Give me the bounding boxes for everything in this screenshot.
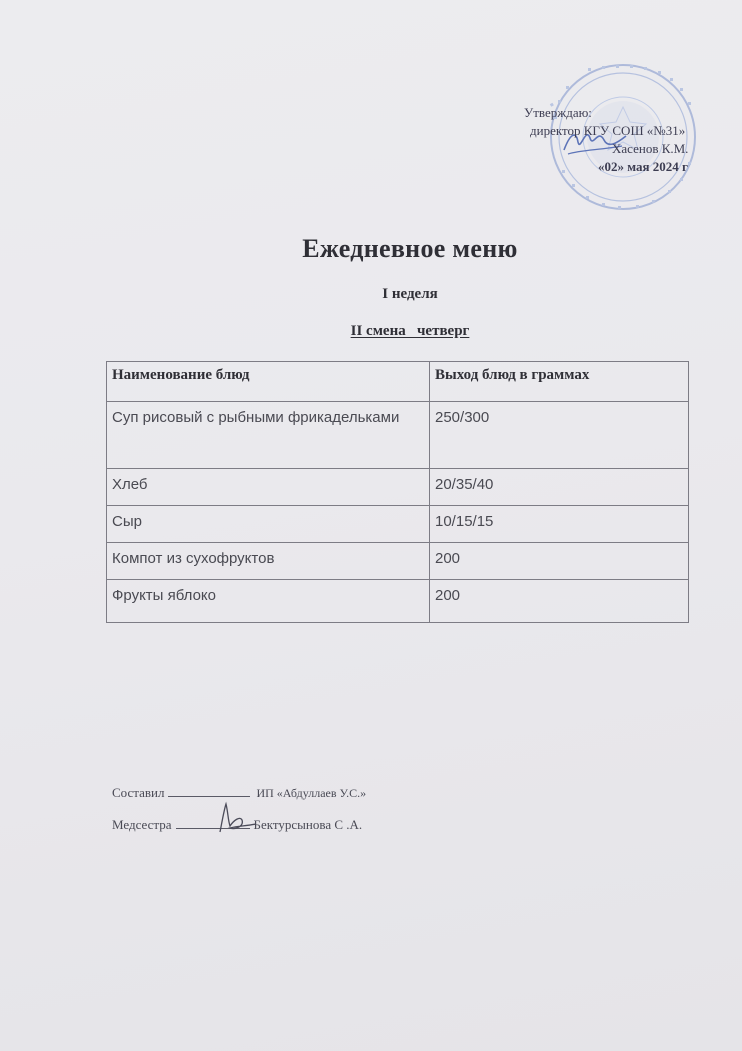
- header-dish-name: Наименование блюд: [107, 362, 430, 402]
- table-row: [107, 469, 689, 506]
- nurse-label: Медсестра: [112, 817, 172, 832]
- menu-table: [106, 361, 689, 623]
- output-cell: 200: [430, 580, 689, 623]
- table-row: [107, 543, 689, 580]
- shift-day-label: [0, 323, 742, 340]
- document-title: Ежедневное меню: [302, 234, 518, 263]
- header-output-grams: Выход блюд в граммах: [430, 362, 689, 402]
- approval-line-position: директор КГУ СОШ «№31»: [530, 123, 686, 138]
- dish-cell: Фрукты яблоко: [107, 580, 430, 623]
- signature-blank: [168, 784, 250, 797]
- output-cell: 200: [430, 543, 689, 580]
- output-cell: 250/300: [430, 402, 689, 469]
- approval-line-name: Хасенов К.М.: [612, 141, 689, 156]
- table-row: [107, 506, 689, 543]
- dish-cell: Хлеб: [107, 469, 430, 506]
- dish-cell: Сыр: [107, 506, 430, 543]
- output-cell: 10/15/15: [430, 506, 689, 543]
- approval-line-approve: Утверждаю:: [524, 105, 592, 120]
- composed-by-name: ИП «Абдуллаев У.С.»: [256, 786, 367, 800]
- table-header-row: [107, 362, 689, 402]
- composed-label: Составил: [112, 785, 165, 800]
- table-row: [107, 402, 689, 469]
- dish-cell: Суп рисовый с рыбными фрикадельками: [107, 402, 430, 469]
- dish-cell: Компот из сухофруктов: [107, 543, 430, 580]
- nurse-signature: [206, 800, 260, 834]
- shift-day-text: II смена четверг: [350, 323, 470, 339]
- output-cell: 20/35/40: [430, 469, 689, 506]
- table-row: [107, 580, 689, 623]
- week-label: I неделя: [382, 286, 438, 302]
- composed-by-line: [112, 784, 366, 801]
- approval-line-date: «02» мая 2024 г: [598, 159, 688, 174]
- approval-block: [520, 104, 730, 176]
- nurse-name: Бектурсынова С .А.: [253, 817, 363, 832]
